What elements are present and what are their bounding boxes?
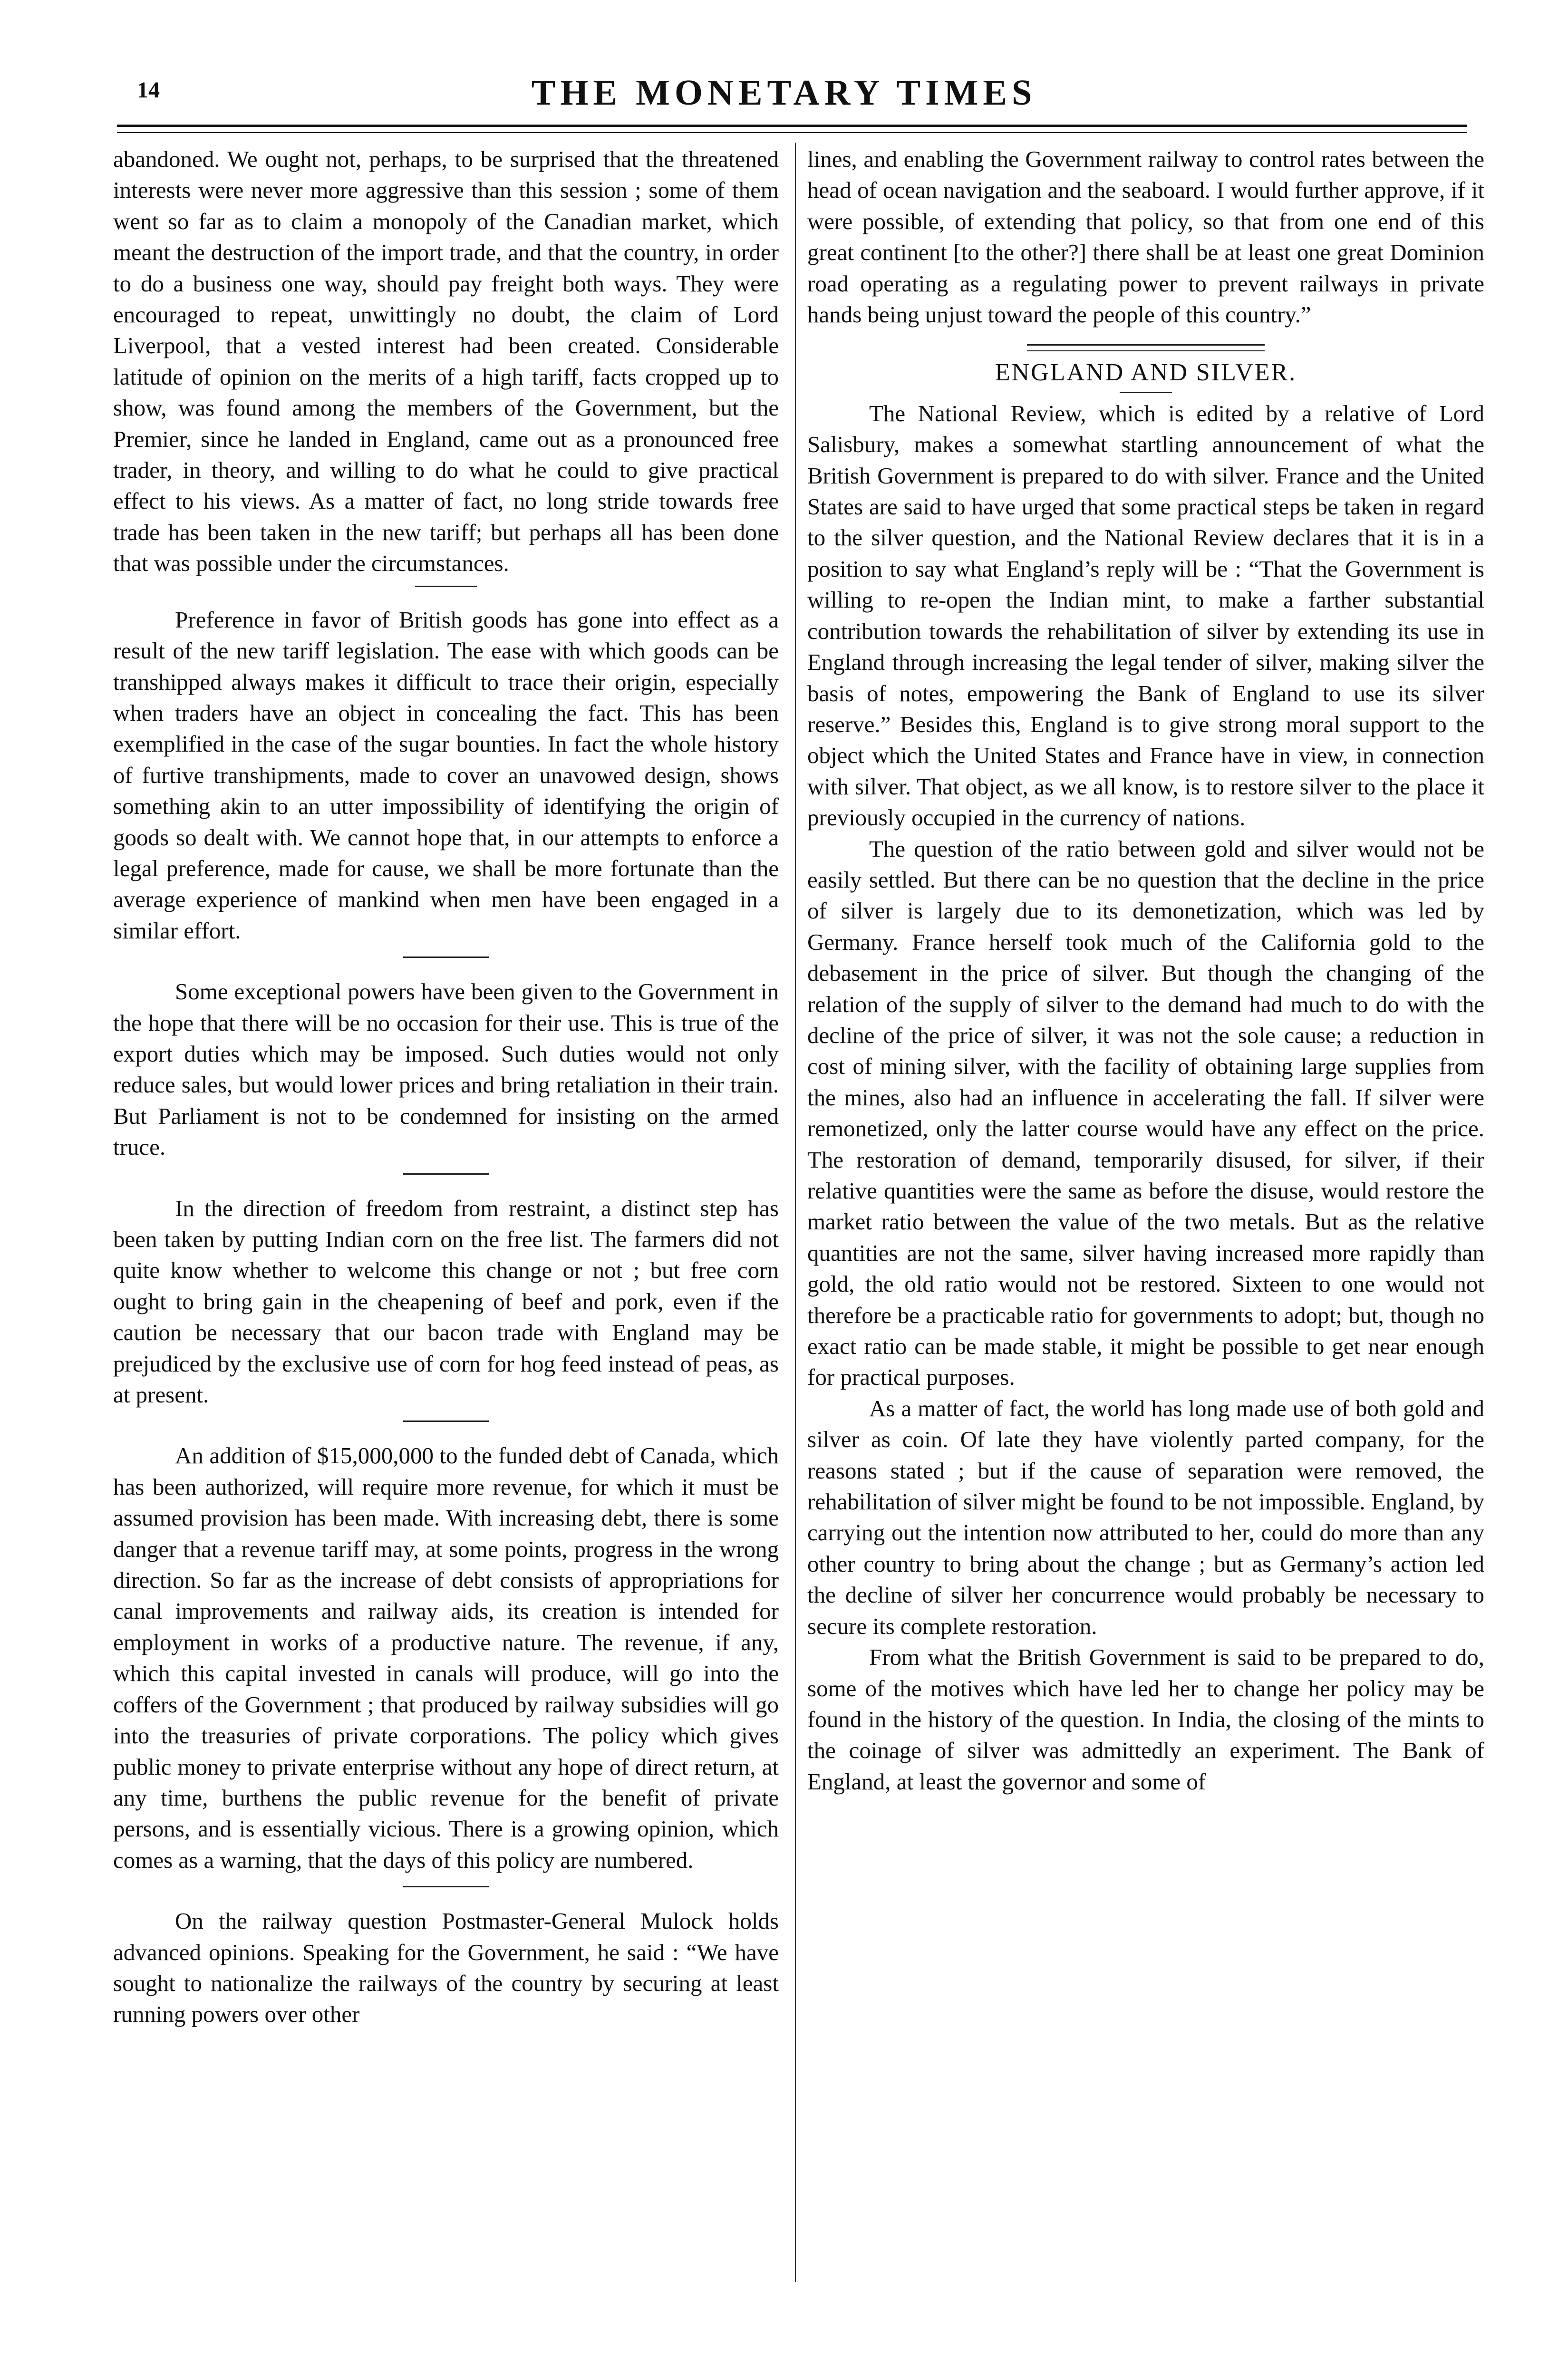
right-paragraph-2: The National Review, which is edited by a relative of Lord Salisbury, makes a somewhat startling announcement of what the British Government is prepared to do with silver. France and the United States are said to have urged that some practical steps be taken in regard to the silver question, and the National Review declares that it is in a position to say what England’s reply will be : “That the Government is willing to re-open the Indian mint, to make a farther substantial contribution towards the rehabilitation of silver by extending its use in England through increasing the legal tender of silver, making silver the basis of notes, empowering the Bank of England to use its silver reserve.” Besides this, England is to give strong moral support to the object which the United States and France have in view, in connection with silver. That object, as we all know, is to restore silver to the place it previously occupied in the currency of nations. [807, 400, 1484, 831]
right-paragraph-3: The question of the ratio between gold and silver would not be easily settled. But there can be no question that the decline in the price of silver is largely due to its demonetization, which was led by Germany. France herself took much of the California gold to the debasement in the price of silver. But though the changing of the relation of the supply of silver to the demand had much to do with the decline of the price of silver, it was not the sole cause; a reduction in cost of mining silver, with the facility of obtaining large supplies from the mines, also had an influence in accelerating the fall. If silver were remonetized, only the latter course would have any effect on the price. The restoration of demand, temporarily disused, for silver, if their relative quantities were the same as before the disuse, would restore the market ratio between the value of the two metals. But as the relative quantities are not the same, silver having increased more rapidly than gold, the old ratio would not be restored. Sixteen to one would not therefore be a practicable ratio for governments to adopt; but, though no exact ratio can be made stable, it might be possible to get near enough for practical purposes. [807, 835, 1484, 1391]
page-number: 14 [137, 77, 160, 103]
header-rule-thin [117, 132, 1467, 133]
header-rule [117, 125, 1467, 127]
left-paragraph-2: Preference in favor of British goods has gone into effect as a result of the new tariff legislation. The ease with which goods can be transhipped always makes it difficult to trace their origin, especially when traders have an object in concealing the fact. This has been exemplified in the case of the sugar bounties. In fact the whole history of furtive transhipments, made to cover an unavowed design, shows something akin to an utter impossibility of identifying the origin of goods so dealt with. We cannot hope that, in our attempts to enforce a legal preference, made for cause, we shall be more fortunate than the average experience of mankind when men have been engaged in a similar effort. [113, 606, 779, 944]
right-column [807, 144, 1484, 1797]
left-column [113, 144, 779, 2030]
separator [403, 1420, 489, 1422]
separator [403, 1173, 489, 1175]
left-paragraph-1: abandoned. We ought not, perhaps, to be surprised that the threatened interests were never more aggressive than this session ; some of them went so far as to claim a monopoly of the Canadian market, which meant the destruction of the import trade, and that the country, in order to do a business one way, should pay freight both ways. They were encouraged to repeat, unwittingly no doubt, the claim of Lord Liverpool, that a vested interest had been created. Considerable latitude of opinion on the merits of a high tariff, facts cropped up to show, was found among the members of the Government, but the Premier, since he landed in England, came out as a pronounced free trader, in theory, and willing to do what he could to give practical effect to his views. As a matter of fact, no long stride towards free trade has been taken in the new tariff; but perhaps all has been done that was possible under the circumstances. [113, 146, 779, 577]
separator [415, 586, 477, 587]
left-paragraph-6: On the railway question Postmaster-General Mulock holds advanced opinions. Speaking for the Government, he said : “We have sought to nationalize the railways of the country by securing at least running powers over other [113, 1908, 779, 2028]
column-divider [795, 143, 796, 2282]
left-paragraph-5: An addition of $15,000,000 to the funded debt of Canada, which has been authorized, will require more revenue, for which it must be assumed provision has been made. With increasing debt, there is some danger that a revenue tariff may, at some points, progress in the wrong direction. So far as the increase of debt consists of appropriations for canal improvements and railway aids, its creation is intended for employment in works of a productive nature. The revenue, if any, which this capital invested in canals will produce, will go into the coffers of the Government ; that produced by railway subsidies will go into the treasuries of private corporations. The policy which gives public money to private enterprise without any hope of direct return, at any time, burthens the public revenue for the benefit of private persons, and is essentially vicious. There is a growing opinion, which comes as a warning, that the days of this policy are numbered. [113, 1442, 779, 1873]
right-paragraph-4: As a matter of fact, the world has long made use of both gold and silver as coin. Of late they have violently parted company, for the reasons stated ; but if the cause of separation were removed, the rehabilitation of silver might be found to be not impossible. England, by carrying out the intention now attributed to her, could do more than any other country to bring about the change ; but as Germany’s action led the decline of silver her concurrence would probably be necessary to secure its complete restoration. [807, 1395, 1484, 1639]
left-paragraph-4: In the direction of freedom from restraint, a distinct step has been taken by putting Indian corn on the free list. The farmers did not quite know whether to welcome this change or not ; but free corn ought to bring gain in the cheapening of beef and pork, even if the caution be necessary that our bacon trade with England may be prejudiced by the exclusive use of corn for hog feed instead of peas, as at present. [113, 1195, 779, 1408]
separator [403, 1886, 489, 1887]
masthead: THE MONETARY TIMES [531, 73, 1037, 113]
heading-rule [1120, 392, 1172, 393]
right-paragraph-5: From what the British Government is said to be prepared to do, some of the motives which have led her to change her policy may be found in the history of the question. In India, the closing of the mints to the coinage of silver was admittedly an experiment. The Bank of England, at least the governor and some of [807, 1644, 1484, 1795]
right-paragraph-1: lines, and enabling the Government railway to control rates between the head of ocean navigation and the seaboard. I would further approve, if it were possible, of extending that policy, so that from one end of this great continent [to the other?] there shall be at least one great Dominion road operating as a regulating power to prevent railways in private hands being unjust toward the people of this country.” [807, 146, 1484, 328]
separator [403, 957, 489, 958]
section-double-rule [1027, 344, 1265, 351]
section-heading: ENGLAND AND SILVER. [995, 359, 1297, 387]
left-paragraph-3: Some exceptional powers have been given to the Government in the hope that there will be no occasion for their use. This is true of the export duties which may be imposed. Such duties would not only reduce sales, but would lower prices and bring retaliation in their train. But Parliament is not to be condemned for insisting on the armed truce. [113, 978, 779, 1160]
